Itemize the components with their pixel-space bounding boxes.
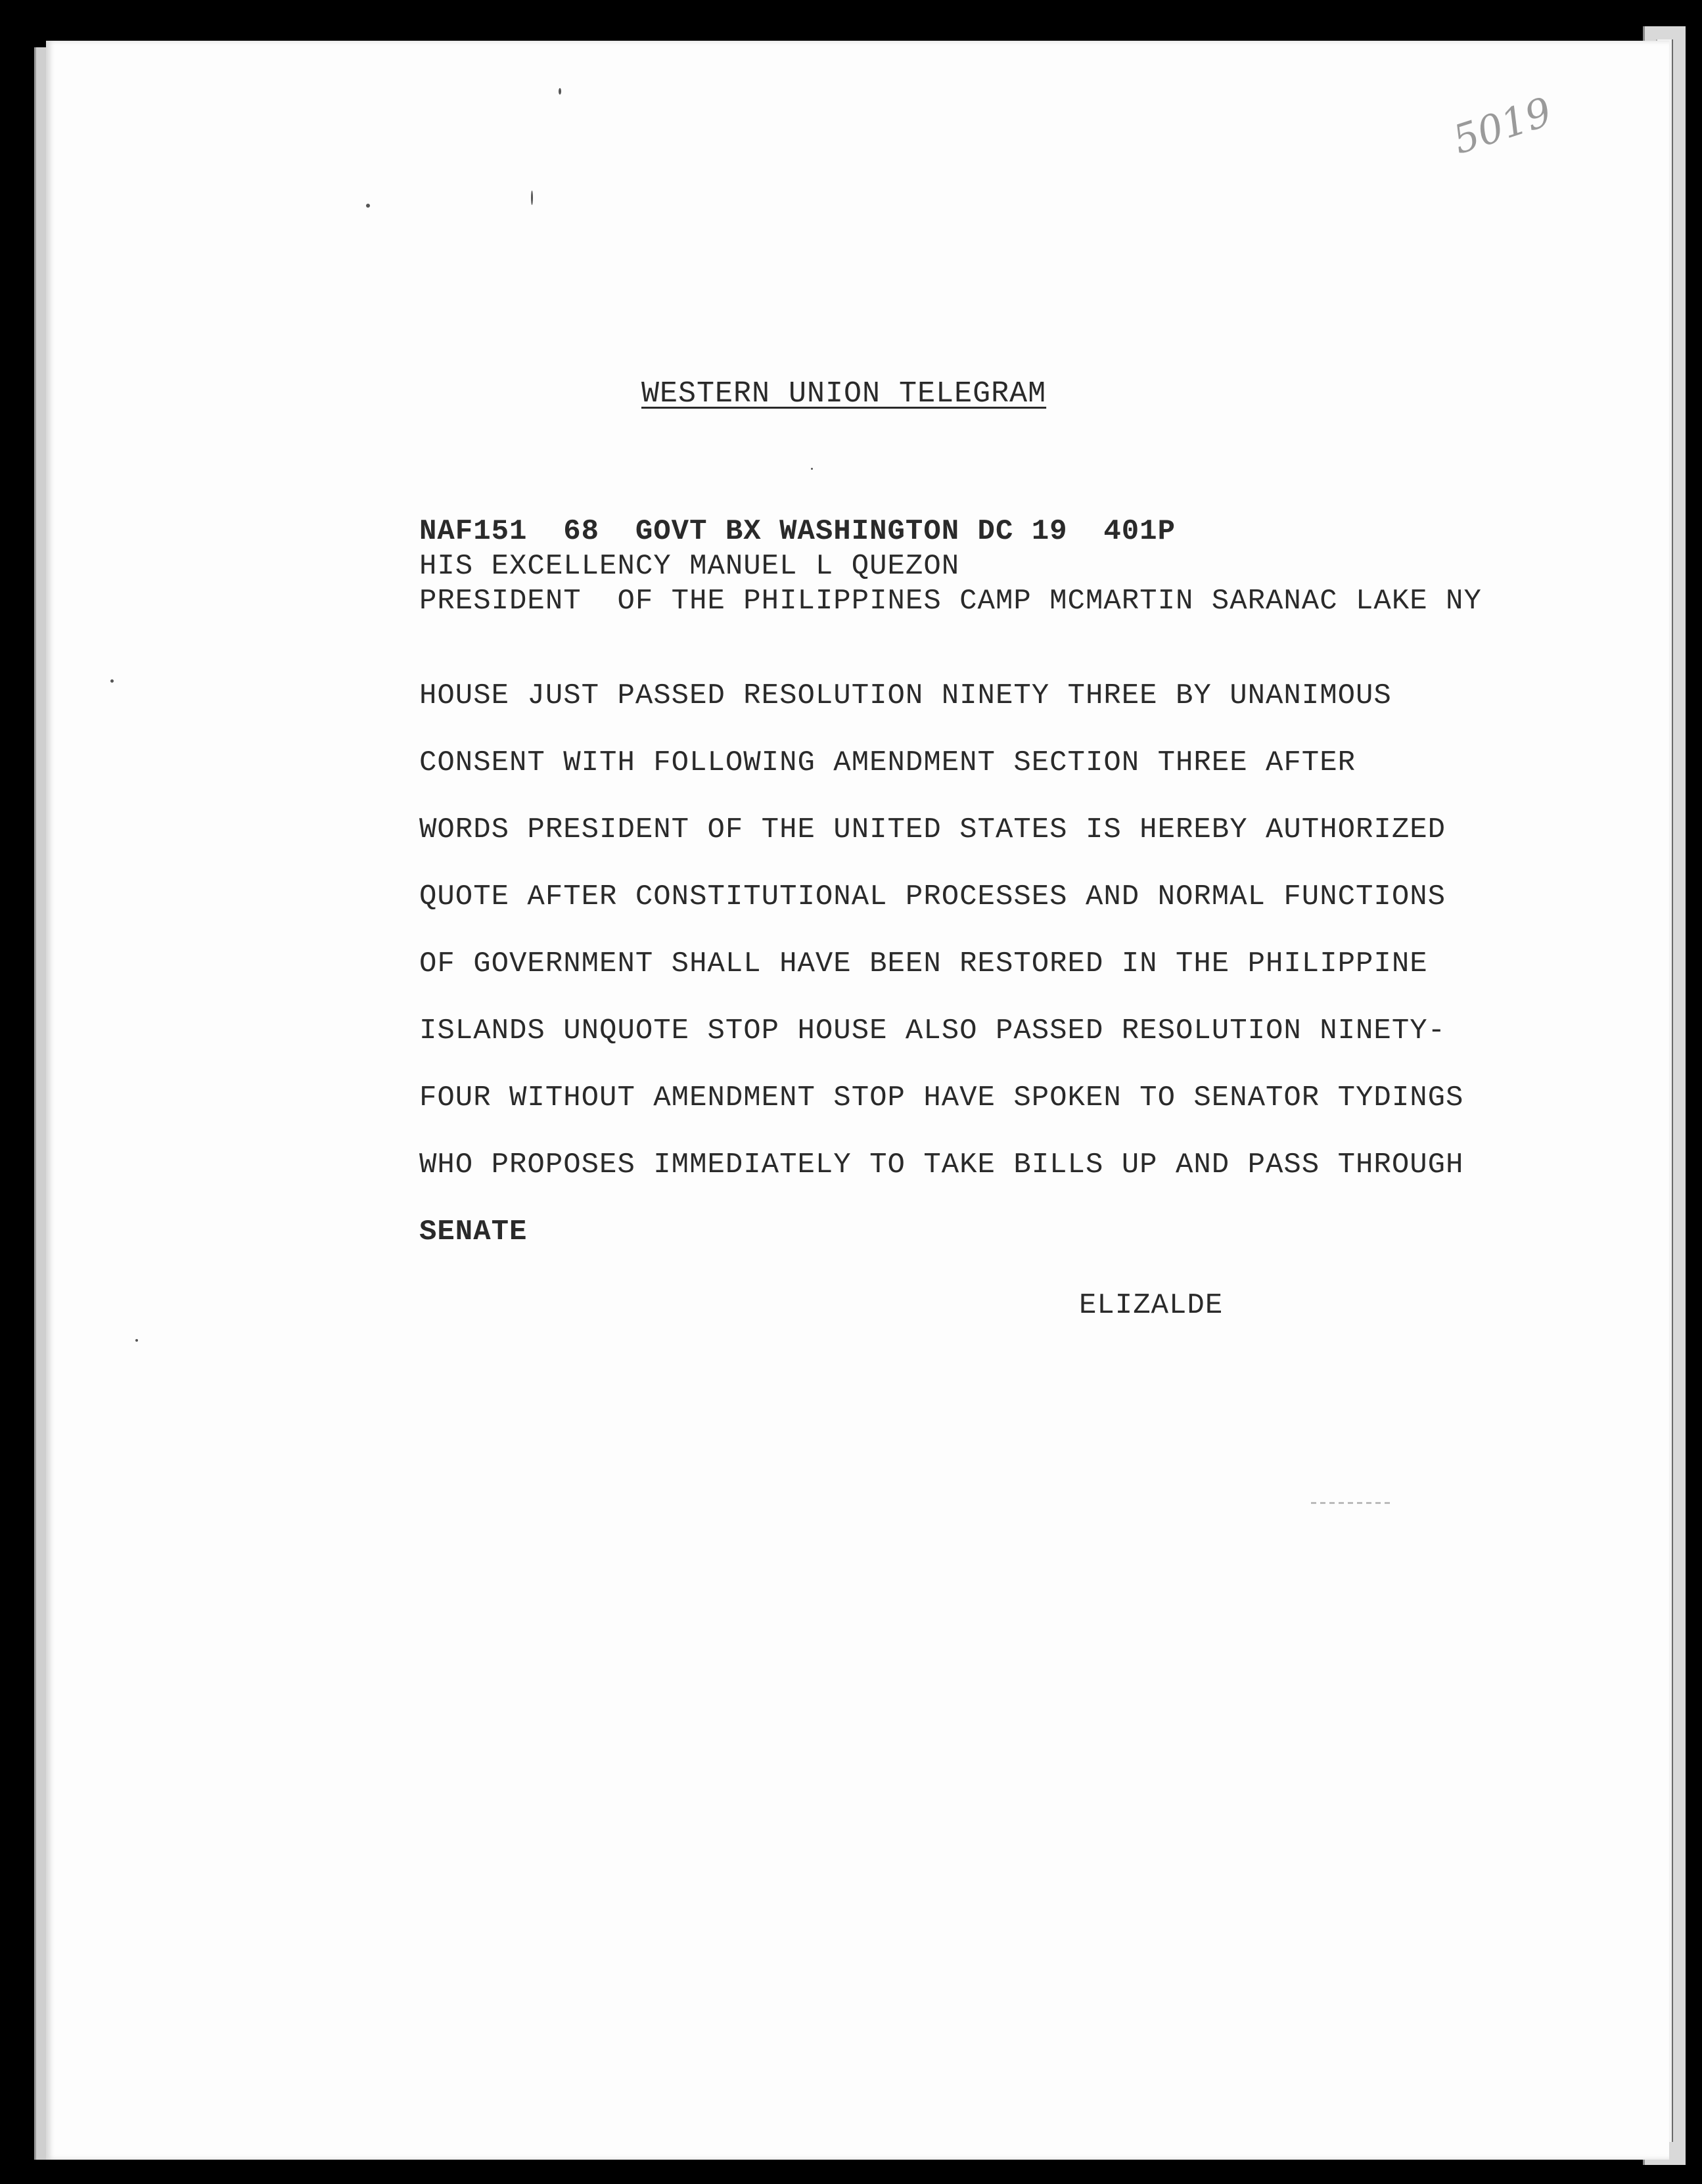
- handwritten-annotation: 5019: [1447, 89, 1557, 164]
- header-line-addressee: HIS EXCELLENCY MANUEL L QUEZON: [419, 550, 960, 583]
- body-line: WHO PROPOSES IMMEDIATELY TO TAKE BILLS UP AND PASS THROUGH: [419, 1149, 1464, 1181]
- body-line: WORDS PRESIDENT OF THE UNITED STATES IS HEREBY AUTHORIZED: [419, 813, 1446, 846]
- body-line: HOUSE JUST PASSED RESOLUTION NINETY THREE BY UNANIMOUS: [419, 679, 1392, 712]
- header-line-address: PRESIDENT OF THE PHILIPPINES CAMP MCMARTIN SARANAC LAKE NY: [419, 585, 1482, 618]
- body-line: CONSENT WITH FOLLOWING AMENDMENT SECTION THREE AFTER: [419, 746, 1356, 779]
- ink-speck: [366, 204, 370, 208]
- ink-speck: [559, 88, 561, 95]
- faint-dash-mark: [1311, 1502, 1390, 1504]
- body-line: FOUR WITHOUT AMENDMENT STOP HAVE SPOKEN TO SENATOR TYDINGS: [419, 1081, 1464, 1114]
- telegram-page: [46, 41, 1669, 2160]
- ink-speck: [531, 191, 533, 205]
- body-line: SENATE: [419, 1216, 528, 1248]
- telegram-title: WESTERN UNION TELEGRAM: [641, 377, 1047, 411]
- body-line: QUOTE AFTER CONSTITUTIONAL PROCESSES AND NORMAL FUNCTIONS: [419, 880, 1446, 913]
- ink-speck: [135, 1339, 138, 1342]
- ink-speck: [110, 679, 114, 683]
- body-line: ISLANDS UNQUOTE STOP HOUSE ALSO PASSED RESOLUTION NINETY-: [419, 1014, 1446, 1047]
- body-line: OF GOVERNMENT SHALL HAVE BEEN RESTORED IN THE PHILIPPINE: [419, 947, 1428, 980]
- header-line-routing: NAF151 68 GOVT BX WASHINGTON DC 19 401P: [419, 515, 1176, 548]
- signature: ELIZALDE: [1079, 1289, 1224, 1322]
- ink-speck: [811, 468, 813, 470]
